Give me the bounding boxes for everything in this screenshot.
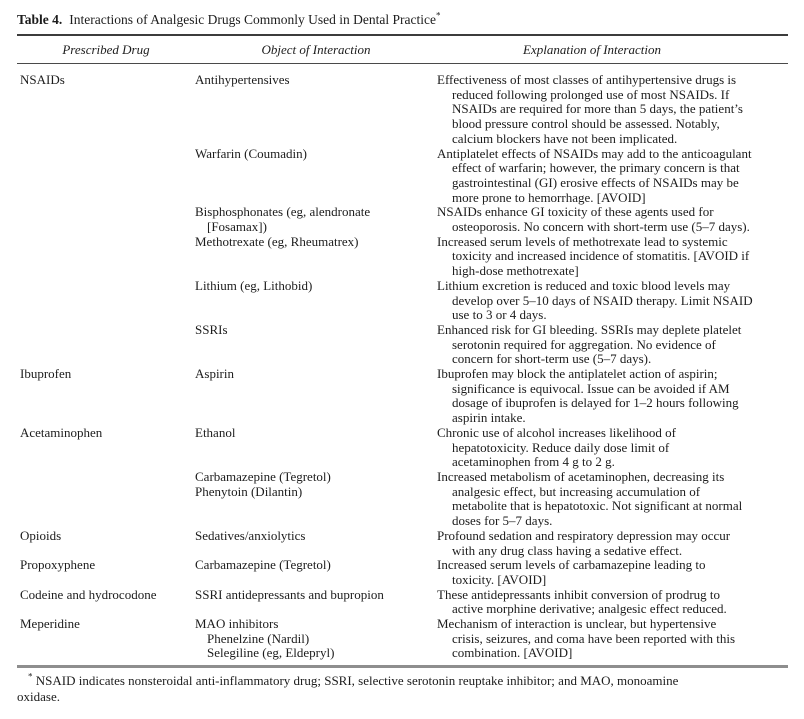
explanation-cell bbox=[437, 147, 791, 206]
explanation-line: high-dose methotrexate] bbox=[452, 263, 579, 279]
explanation-line: combination. [AVOID] bbox=[452, 645, 573, 661]
object-line: Carbamazepine (Tegretol) bbox=[195, 557, 331, 573]
object-of-interaction-cell bbox=[195, 367, 437, 426]
object-line: [Fosamax]) bbox=[207, 219, 267, 235]
explanation-line: concern for short-term use (5–7 days). bbox=[452, 351, 652, 367]
prescribed-drug-cell bbox=[17, 426, 195, 470]
explanation-cell bbox=[437, 617, 791, 661]
explanation-line: serotonin required for aggregation. No evidence of bbox=[452, 336, 716, 352]
object-line: MAO inhibitors bbox=[195, 616, 279, 632]
explanation-line: Lithium excretion is reduced and toxic blood levels may bbox=[437, 277, 731, 293]
footnote-text: NSAID indicates nonsteroidal anti-inflammatory drug; SSRI, selective serotonin reuptake inhibitor; and MAO, monoamine bbox=[35, 673, 679, 689]
table-title bbox=[17, 11, 788, 28]
table-header-row bbox=[17, 36, 788, 63]
table-number: Table 4. bbox=[17, 12, 63, 27]
explanation-cell bbox=[437, 558, 791, 587]
explanation-line: Increased serum levels of methotrexate lead to systemic bbox=[437, 233, 728, 249]
explanation-line: Mechanism of interaction is unclear, but hypertensive bbox=[437, 616, 717, 632]
explanation-cell bbox=[437, 205, 791, 234]
prescribed-drug-label: Opioids bbox=[20, 527, 62, 543]
explanation-line: use to 3 or 4 days. bbox=[452, 307, 547, 323]
explanation-cell bbox=[437, 235, 791, 279]
prescribed-drug-label: Meperidine bbox=[20, 616, 80, 632]
object-line: Lithium (eg, Lithobid) bbox=[195, 277, 313, 293]
explanation-line: Enhanced risk for GI bleeding. SSRIs may deplete platelet bbox=[437, 321, 742, 337]
explanation-line: more prone to hemorrhage. [AVOID] bbox=[452, 189, 646, 205]
explanation-line: active morphine derivative; analgesic effect reduced. bbox=[452, 601, 727, 617]
explanation-line: Effectiveness of most classes of antihypertensive drugs is bbox=[437, 72, 737, 87]
prescribed-drug-cell bbox=[17, 558, 195, 587]
prescribed-drug-cell bbox=[17, 529, 195, 558]
prescribed-drug-cell bbox=[17, 470, 195, 529]
footnote-line bbox=[17, 673, 788, 689]
explanation-line: gastrointestinal (GI) erosive effects of NSAIDs may be bbox=[452, 174, 739, 190]
table-footnote bbox=[17, 673, 788, 704]
object-of-interaction-cell bbox=[195, 73, 437, 147]
explanation-line: acetaminophen from 4 g to 2 g. bbox=[452, 454, 615, 470]
explanation-line: calcium blockers have not been implicated. bbox=[452, 130, 678, 146]
explanation-line: osteoporosis. No concern with short-term use (5–7 days). bbox=[452, 219, 750, 235]
object-line: Phenytoin (Dilantin) bbox=[195, 483, 303, 499]
column-header-prescribed-drug: Prescribed Drug bbox=[62, 42, 150, 57]
prescribed-drug-label: Ibuprofen bbox=[20, 366, 72, 382]
object-line: SSRI antidepressants and bupropion bbox=[195, 586, 384, 602]
table-row bbox=[17, 470, 788, 529]
explanation-line: NSAIDs enhance GI toxicity of these agents used for bbox=[437, 204, 714, 220]
explanation-line: crisis, seizures, and coma have been reported with this bbox=[452, 630, 736, 646]
explanation-cell bbox=[437, 529, 791, 558]
object-of-interaction-cell bbox=[195, 279, 437, 323]
prescribed-drug-cell bbox=[17, 617, 195, 661]
object-of-interaction-cell bbox=[195, 588, 437, 617]
explanation-cell bbox=[437, 323, 791, 367]
explanation-cell bbox=[437, 426, 791, 470]
prescribed-drug-label: Propoxyphene bbox=[20, 557, 96, 573]
explanation-line: effect of warfarin; however, the primary concern is that bbox=[452, 160, 740, 176]
column-header-object-of-interaction: Object of Interaction bbox=[261, 42, 371, 57]
object-line: Antihypertensives bbox=[195, 72, 290, 87]
object-line: Selegiline (eg, Eldepryl) bbox=[207, 645, 335, 661]
explanation-line: NSAIDs are required for more than 5 days, the patient’s bbox=[452, 101, 743, 117]
header-rule bbox=[17, 63, 788, 64]
explanation-line: toxicity. [AVOID] bbox=[452, 571, 547, 587]
explanation-line: analgesic effect, but increasing accumulation of bbox=[452, 483, 701, 499]
table-row bbox=[17, 73, 788, 147]
prescribed-drug-cell bbox=[17, 367, 195, 426]
explanation-line: These antidepressants inhibit conversion of prodrug to bbox=[437, 586, 721, 602]
explanation-line: Ibuprofen may block the antiplatelet action of aspirin; bbox=[437, 366, 718, 382]
explanation-line: aspirin intake. bbox=[452, 410, 526, 426]
bottom-rule bbox=[17, 665, 788, 668]
object-of-interaction-cell bbox=[195, 205, 437, 234]
explanation-line: Increased metabolism of acetaminophen, decreasing its bbox=[437, 468, 725, 484]
object-of-interaction-cell bbox=[195, 323, 437, 367]
object-of-interaction-cell bbox=[195, 617, 437, 661]
prescribed-drug-cell bbox=[17, 147, 195, 206]
column-header-explanation-of-interaction: Explanation of Interaction bbox=[523, 42, 661, 57]
table-row bbox=[17, 147, 788, 206]
explanation-cell bbox=[437, 470, 791, 529]
explanation-cell bbox=[437, 279, 791, 323]
object-of-interaction-cell bbox=[195, 470, 437, 529]
explanation-line: metabolite that is hepatotoxic. Not significant at normal bbox=[452, 498, 743, 514]
table-row bbox=[17, 235, 788, 279]
object-of-interaction-cell bbox=[195, 558, 437, 587]
table-row bbox=[17, 205, 788, 234]
explanation-cell bbox=[437, 367, 791, 426]
prescribed-drug-cell bbox=[17, 588, 195, 617]
explanation-line: toxicity and increased incidence of stomatitis. [AVOID if bbox=[452, 248, 750, 264]
prescribed-drug-label: NSAIDs bbox=[20, 72, 65, 87]
prescribed-drug-cell bbox=[17, 73, 195, 147]
object-line: Carbamazepine (Tegretol) bbox=[195, 468, 331, 484]
explanation-line: Chronic use of alcohol increases likelihood of bbox=[437, 424, 676, 440]
explanation-line: Profound sedation and respiratory depression may occur bbox=[437, 527, 731, 543]
explanation-line: develop over 5–10 days of NSAID therapy. Limit NSAID bbox=[452, 292, 753, 308]
object-line: Ethanol bbox=[195, 424, 236, 440]
prescribed-drug-cell bbox=[17, 235, 195, 279]
prescribed-drug-label: Codeine and hydrocodone bbox=[20, 586, 157, 602]
explanation-line: dosage of ibuprofen is delayed for 1–2 hours following bbox=[452, 395, 739, 411]
table-row bbox=[17, 367, 788, 426]
explanation-line: with any drug class having a sedative effect. bbox=[452, 542, 683, 558]
prescribed-drug-cell bbox=[17, 279, 195, 323]
object-of-interaction-cell bbox=[195, 147, 437, 206]
table-row bbox=[17, 323, 788, 367]
title-footnote-marker: * bbox=[435, 10, 441, 21]
explanation-cell bbox=[437, 588, 791, 617]
prescribed-drug-cell bbox=[17, 323, 195, 367]
table-row bbox=[17, 588, 788, 617]
explanation-line: reduced following prolonged use of most NSAIDs. If bbox=[452, 86, 730, 102]
explanation-cell bbox=[437, 73, 791, 147]
object-line: SSRIs bbox=[195, 321, 228, 337]
object-line: Aspirin bbox=[195, 366, 234, 382]
table-row bbox=[17, 617, 788, 661]
table-caption: Interactions of Analgesic Drugs Commonly Used in Dental Practice bbox=[69, 12, 436, 27]
explanation-line: blood pressure control should be assessed. Notably, bbox=[452, 116, 720, 132]
explanation-line: hepatotoxicity. Reduce daily dose limit of bbox=[452, 439, 670, 455]
footnote-line-continued: oxidase. bbox=[17, 688, 60, 704]
object-of-interaction-cell bbox=[195, 529, 437, 558]
explanation-line: doses for 5–7 days. bbox=[452, 513, 553, 529]
footnote-marker: * bbox=[28, 671, 33, 682]
explanation-line: significance is equivocal. Issue can be avoided if AM bbox=[452, 380, 730, 396]
table-row bbox=[17, 529, 788, 558]
object-line: Phenelzine (Nardil) bbox=[207, 630, 310, 646]
object-line: Sedatives/anxiolytics bbox=[195, 527, 306, 543]
object-of-interaction-cell bbox=[195, 235, 437, 279]
object-line: Warfarin (Coumadin) bbox=[195, 145, 307, 161]
object-line: Methotrexate (eg, Rheumatrex) bbox=[195, 233, 359, 249]
explanation-line: Increased serum levels of carbamazepine leading to bbox=[437, 557, 706, 573]
table-row bbox=[17, 426, 788, 470]
table-row bbox=[17, 558, 788, 587]
prescribed-drug-label: Acetaminophen bbox=[20, 424, 103, 440]
table-body bbox=[17, 73, 788, 661]
explanation-line: Antiplatelet effects of NSAIDs may add to the anticoagulant bbox=[437, 145, 752, 161]
object-of-interaction-cell bbox=[195, 426, 437, 470]
prescribed-drug-cell bbox=[17, 205, 195, 234]
table-row bbox=[17, 279, 788, 323]
object-line: Bisphosphonates (eg, alendronate bbox=[195, 204, 371, 220]
